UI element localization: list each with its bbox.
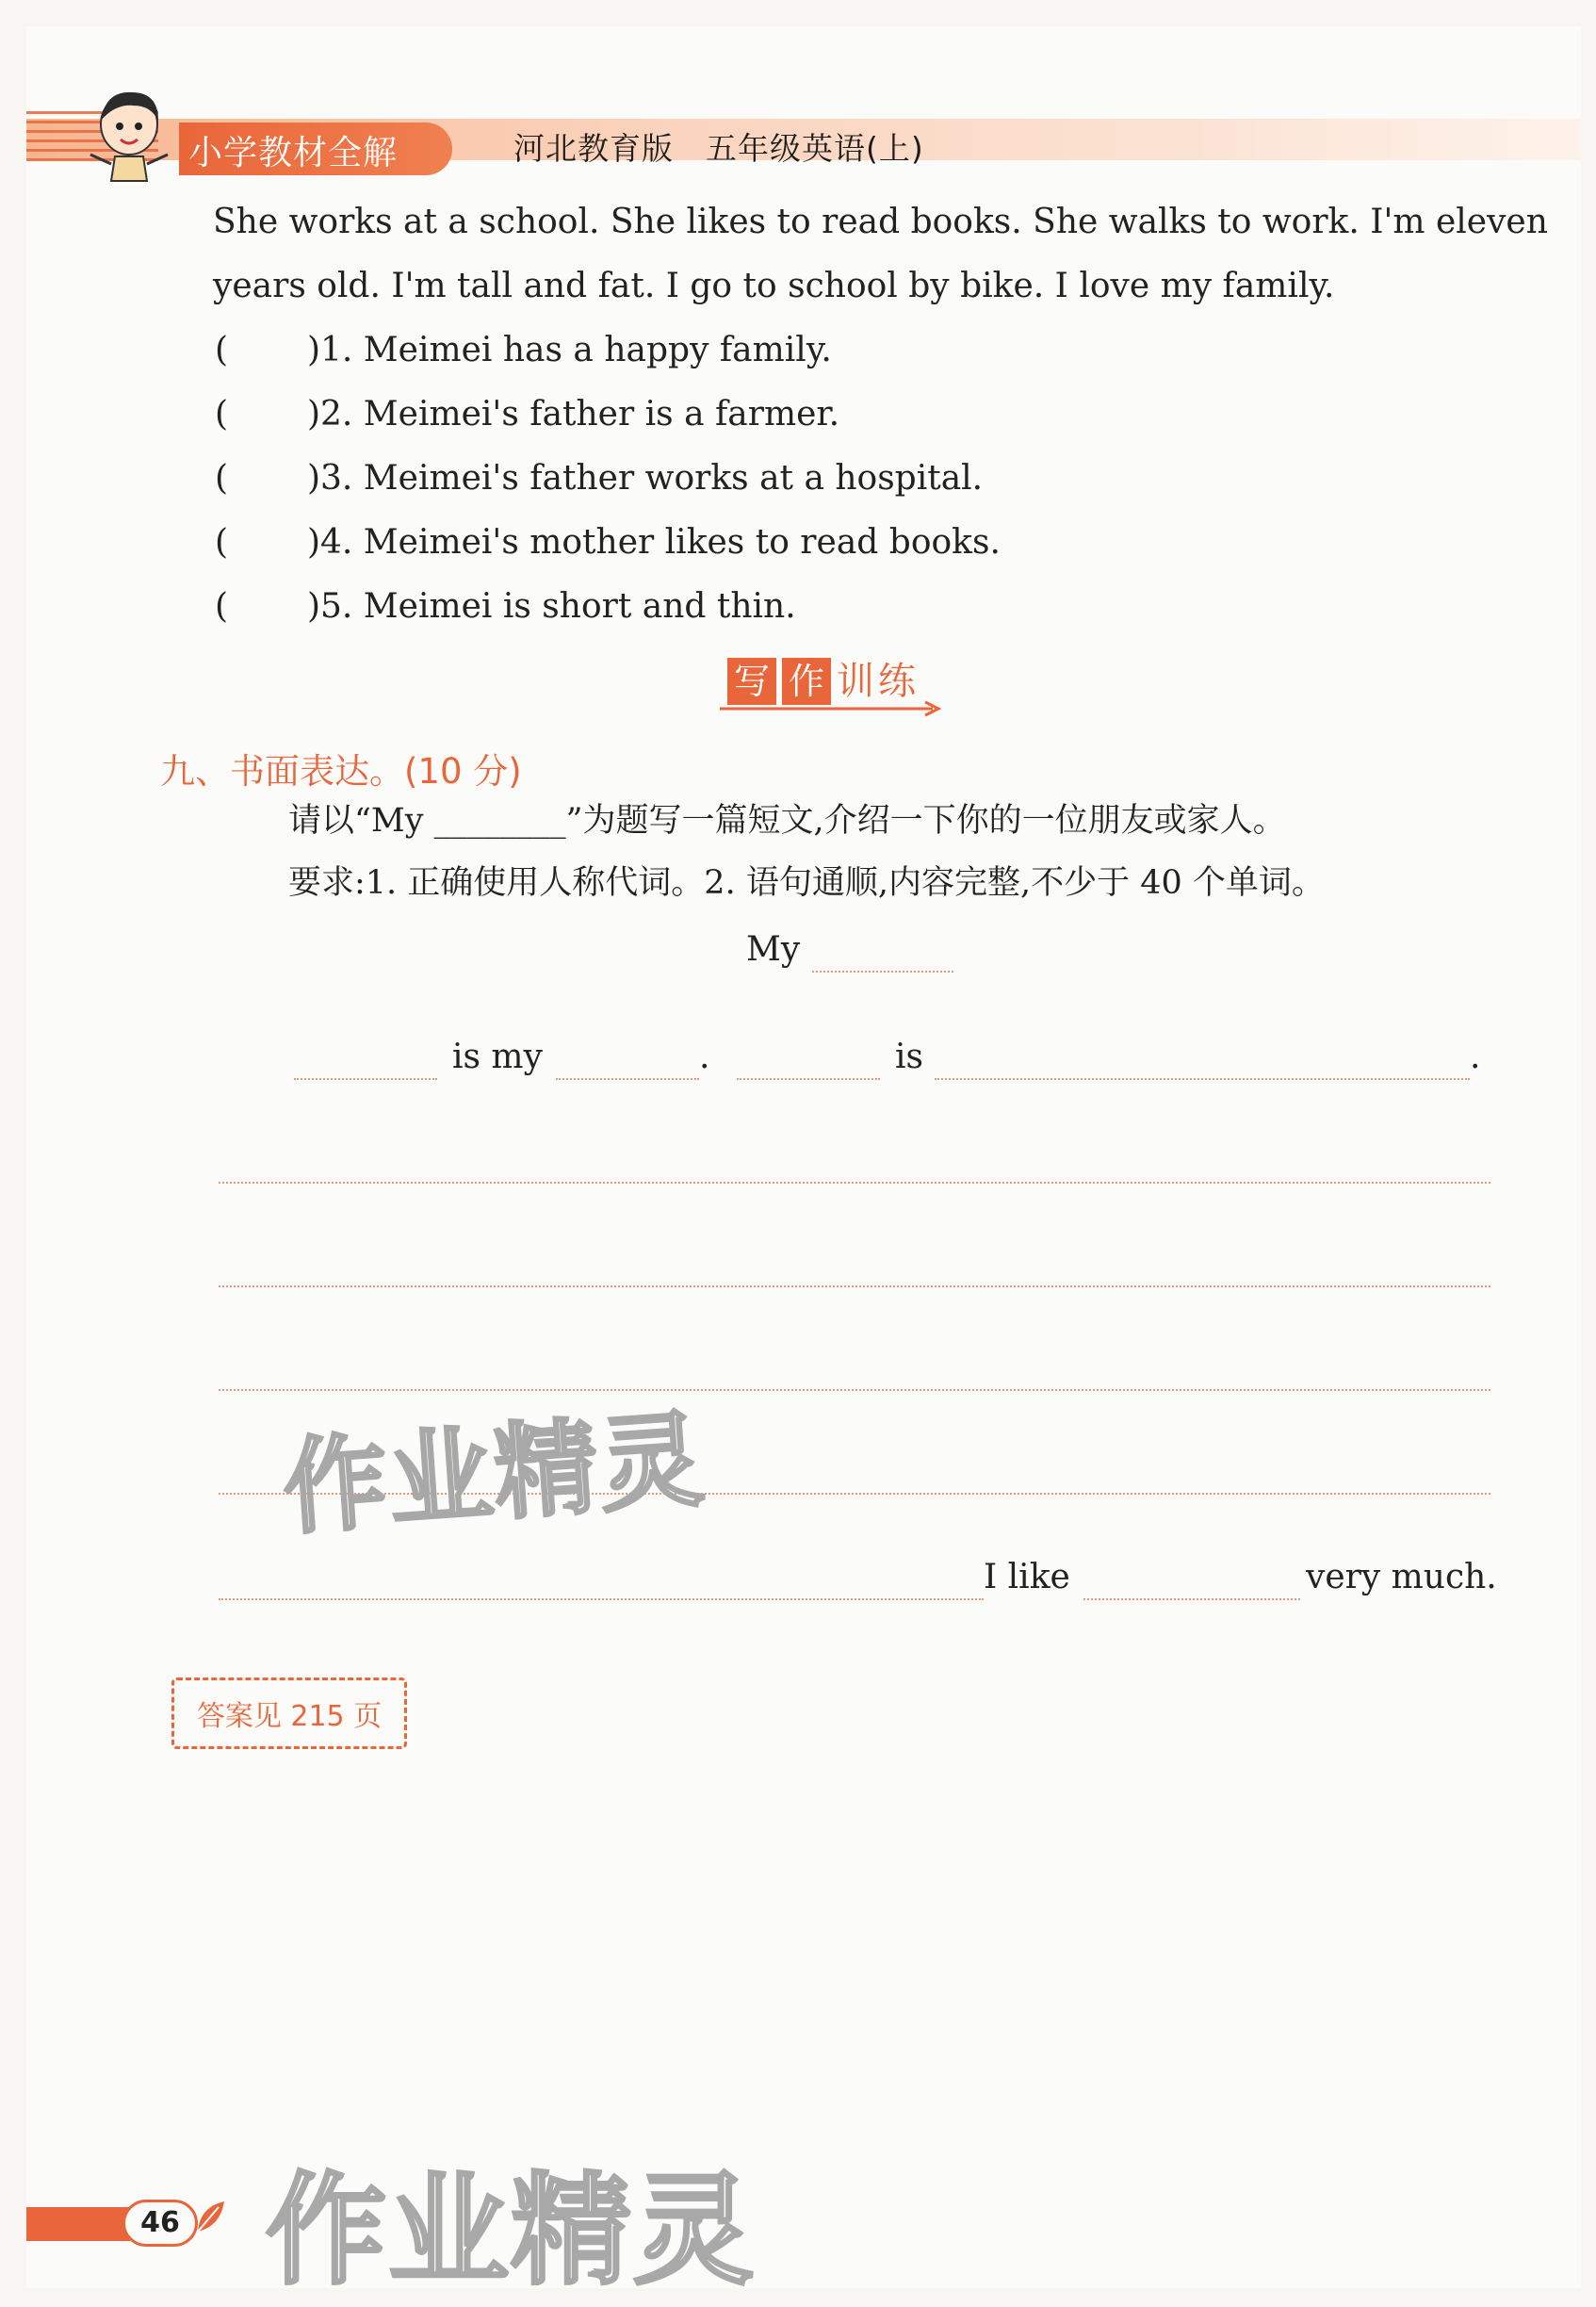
mascot-icon: [77, 83, 181, 187]
section-char: 练: [878, 660, 916, 703]
relation-blank[interactable]: [556, 1078, 699, 1080]
question-paren-right: ): [307, 459, 321, 498]
arrow-icon: [716, 699, 942, 718]
task-instruction-1: 请以“My ________”为题写一篇短文,介绍一下你的一位朋友或家人。: [288, 802, 1286, 840]
question-paren-right: ): [307, 331, 321, 369]
passage-line-2: years old. I'm tall and fat. I go to school by bike. I love my family.: [213, 267, 1335, 305]
question-paren-left: (: [215, 395, 229, 434]
section-char: 写: [727, 658, 776, 705]
question-text: 4. Meimei's mother likes to read books.: [320, 523, 1001, 562]
period-text: .: [699, 1038, 710, 1076]
passage-line-1: She works at a school. She likes to read books. She walks to work. I'm eleven: [213, 203, 1548, 241]
question-paren-left: (: [215, 459, 229, 498]
subject-label: 五年级英语(上): [706, 130, 924, 167]
page-number: 46: [122, 2200, 198, 2247]
essay-title-word: My: [746, 930, 801, 969]
section-char: 作: [782, 658, 831, 705]
footer-bar: [26, 2207, 130, 2241]
answer-reference-box: 答案见 215 页: [171, 1677, 407, 1749]
essay-title-blank[interactable]: [812, 971, 953, 973]
watermark-middle: 作业精灵: [279, 1399, 709, 1549]
like-blank[interactable]: [1083, 1598, 1300, 1600]
series-title: 小学教材全解: [188, 134, 399, 172]
section-char: 训: [837, 660, 874, 703]
pronoun-blank[interactable]: [737, 1078, 880, 1080]
writing-line-5[interactable]: [219, 1598, 984, 1600]
description-blank[interactable]: [935, 1078, 1470, 1080]
very-much-text: very much.: [1306, 1558, 1497, 1596]
watermark-bottom: 作业精灵: [266, 2161, 757, 2301]
is-my-text: is my: [452, 1038, 543, 1076]
question-paren-right: ): [307, 523, 321, 562]
question-paren-left: (: [215, 587, 229, 626]
i-like-text: I like: [984, 1558, 1070, 1596]
name-blank[interactable]: [294, 1078, 437, 1080]
question-text: 1. Meimei has a happy family.: [320, 331, 832, 369]
header-info: [513, 124, 956, 169]
writing-line-2[interactable]: [219, 1285, 1490, 1287]
question-paren-left: (: [215, 331, 229, 369]
publisher-label: 河北教育版: [513, 130, 674, 167]
task-heading: 九、书面表达。(10 分): [160, 751, 522, 792]
writing-line-1[interactable]: [219, 1182, 1490, 1184]
question-paren-right: ): [307, 587, 321, 626]
question-paren-left: (: [215, 523, 229, 562]
task-instruction-2: 要求:1. 正确使用人称代词。2. 语句通顺,内容完整,不少于 40 个单词。: [288, 864, 1325, 902]
question-text: 3. Meimei's father works at a hospital.: [320, 459, 984, 498]
period-text-2: .: [1470, 1038, 1481, 1076]
question-text: 2. Meimei's father is a farmer.: [320, 395, 840, 434]
is-text: is: [895, 1038, 923, 1076]
question-paren-right: ): [307, 395, 321, 434]
question-text: 5. Meimei is short and thin.: [320, 587, 796, 626]
writing-line-3[interactable]: [219, 1389, 1490, 1391]
section-title-writing: [716, 650, 942, 716]
leaf-icon: [194, 2198, 228, 2235]
